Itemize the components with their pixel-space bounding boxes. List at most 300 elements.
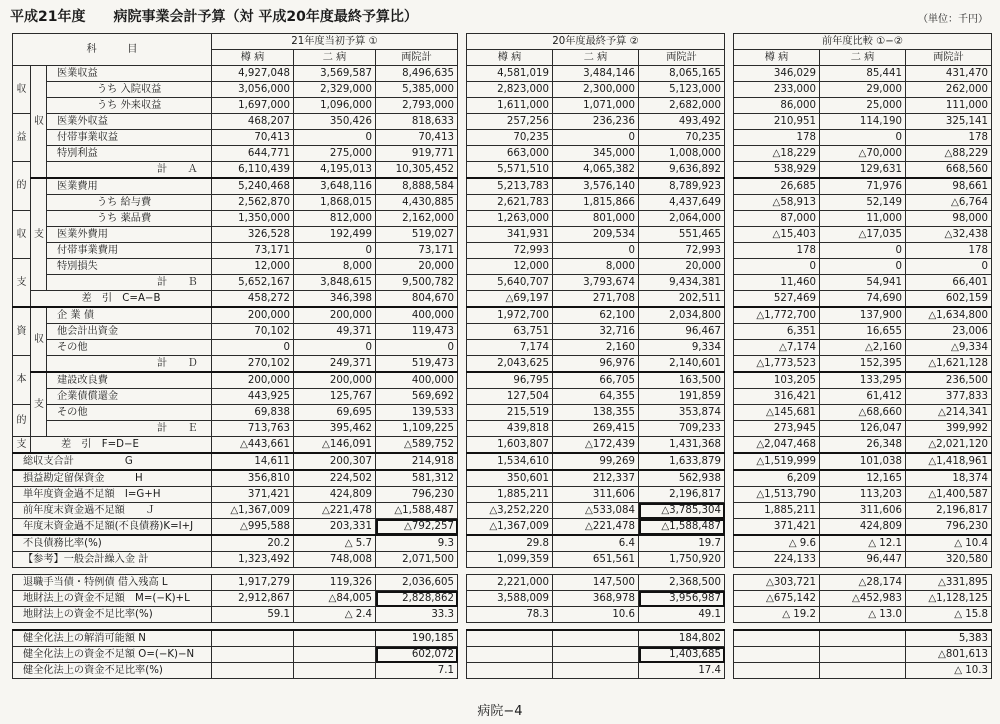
table-row (13, 356, 458, 373)
diff-cell: 224,133 (734, 552, 820, 568)
table-row (734, 130, 992, 146)
row-label: 前年度末資金過不足額 Ｊ (13, 503, 212, 519)
budget-cell: 346,398 (294, 291, 376, 308)
diff-cell: 12,165 (820, 470, 906, 487)
budget-cell: 443,925 (212, 389, 294, 405)
final-cell: 2,043,625 (467, 356, 553, 373)
final-cell: 66,705 (553, 372, 639, 389)
budget-cell: 200,000 (294, 372, 376, 389)
budget-cell: 371,421 (212, 487, 294, 503)
diff-cell: 0 (820, 130, 906, 146)
final-cell: 5,571,510 (467, 162, 553, 179)
budget-cell: 203,331 (294, 519, 376, 536)
spacer-row (734, 568, 992, 575)
diff-cell: 98,661 (906, 178, 992, 195)
row-label: 企業債償還金 (47, 389, 212, 405)
row-label: 計 Ｅ (47, 421, 212, 437)
budget-cell: 3,848,615 (294, 275, 376, 291)
final-cell: 663,000 (467, 146, 553, 162)
budget-cell: 2,828,862 (376, 591, 458, 607)
row-label: 医業外収益 (47, 114, 212, 130)
final-cell: 209,534 (553, 227, 639, 243)
budget-cell: 458,272 (212, 291, 294, 308)
budget-cell: 7.1 (376, 663, 458, 679)
budget-cell: △443,661 (212, 437, 294, 454)
final-cell: 202,511 (639, 291, 725, 308)
table-row (13, 98, 458, 114)
vertical-label-sub: 収 (31, 307, 47, 372)
row-label: 年度末資金過不足額(不良債務)K=I+J (13, 519, 212, 536)
table-row (13, 487, 458, 503)
final-cell: 127,504 (467, 389, 553, 405)
table-row (13, 421, 458, 437)
diff-cell: 796,230 (906, 519, 992, 536)
budget-cell: 468,207 (212, 114, 294, 130)
table-row (13, 591, 458, 607)
budget-cell: 919,771 (376, 146, 458, 162)
budget-cell: △146,091 (294, 437, 376, 454)
diff-cell: 133,295 (820, 372, 906, 389)
final-cell: 3,956,987 (639, 591, 725, 607)
final-cell: 8,000 (553, 259, 639, 275)
final-cell: 651,561 (553, 552, 639, 568)
diff-cell: △452,983 (820, 591, 906, 607)
final-cell: 311,606 (553, 487, 639, 503)
budget-cell: 2,562,870 (212, 195, 294, 211)
final-cell: 99,269 (553, 453, 639, 470)
table-row (734, 307, 992, 324)
final-cell: 2,140,601 (639, 356, 725, 373)
col-header-c2: 二 病 (820, 50, 906, 66)
spacer-cell (467, 568, 725, 575)
table-row (467, 356, 725, 373)
diff-cell: △2,021,120 (906, 437, 992, 454)
final-cell: 184,802 (639, 630, 725, 647)
diff-cell: 377,833 (906, 389, 992, 405)
budget-cell: 9.3 (376, 535, 458, 552)
diff-cell: 602,159 (906, 291, 992, 308)
table-row (467, 470, 725, 487)
budget-cell: 70,102 (212, 324, 294, 340)
row-label: 計 Ｄ (47, 356, 212, 373)
diff-cell: △68,660 (820, 405, 906, 421)
budget-cell: 49,371 (294, 324, 376, 340)
final-cell (467, 630, 553, 647)
final-cell: 96,467 (639, 324, 725, 340)
final-cell: 12,000 (467, 259, 553, 275)
diff-cell: △9,334 (906, 340, 992, 356)
table-row (734, 340, 992, 356)
table-row (13, 437, 458, 454)
diff-cell (734, 647, 820, 663)
budget-cell: 3,648,116 (294, 178, 376, 195)
final-cell: 49.1 (639, 607, 725, 623)
budget-cell: 214,918 (376, 453, 458, 470)
diff-cell: △675,142 (734, 591, 820, 607)
budget-cell: △792,257 (376, 519, 458, 536)
group-header-budget: 21年度当初予算 ① (212, 34, 458, 50)
diff-cell (820, 663, 906, 679)
budget-cell: 602,072 (376, 647, 458, 663)
budget-cell: 249,371 (294, 356, 376, 373)
table-row (13, 211, 458, 227)
budget-cell: △221,478 (294, 503, 376, 519)
col-header-c3: 両院計 (376, 50, 458, 66)
budget-cell: 818,633 (376, 114, 458, 130)
diff-cell: 152,395 (820, 356, 906, 373)
diff-cell: △1,128,125 (906, 591, 992, 607)
final-cell: 1,603,807 (467, 437, 553, 454)
budget-cell: 8,496,635 (376, 66, 458, 82)
diff-cell: 96,447 (820, 552, 906, 568)
final-cell: 1,099,359 (467, 552, 553, 568)
row-label: 建設改良費 (47, 372, 212, 389)
row-label: 退職手当債・特例債 借入残高 L (13, 575, 212, 591)
table-row (13, 663, 458, 679)
spacer-cell (467, 623, 725, 631)
final-cell: 215,519 (467, 405, 553, 421)
budget-cell: 2,912,867 (212, 591, 294, 607)
diff-cell: 0 (820, 259, 906, 275)
budget-cell: 5,652,167 (212, 275, 294, 291)
row-label: 付帯事業費用 (47, 243, 212, 259)
budget-cell: 224,502 (294, 470, 376, 487)
budget-cell: 1,350,000 (212, 211, 294, 227)
diff-cell: △1,773,523 (734, 356, 820, 373)
table-row (467, 195, 725, 211)
budget-cell: 12,000 (212, 259, 294, 275)
table-row (13, 227, 458, 243)
final-cell: 138,355 (553, 405, 639, 421)
diff-cell: 0 (906, 259, 992, 275)
diff-cell: 98,000 (906, 211, 992, 227)
final-cell: △3,785,304 (639, 503, 725, 519)
budget-cell: 190,185 (376, 630, 458, 647)
table-row (467, 130, 725, 146)
budget-cell: 812,000 (294, 211, 376, 227)
budget-cell: 3,569,587 (294, 66, 376, 82)
page-title: 平成21年度 病院事業会計予算（対 平成20年度最終予算比） (10, 9, 418, 25)
budget-cell: 4,430,885 (376, 195, 458, 211)
comparison-table (733, 33, 992, 679)
final-cell: 2,034,800 (639, 307, 725, 324)
final-cell: 1,815,866 (553, 195, 639, 211)
final-cell: 78.3 (467, 607, 553, 623)
budget-cell (294, 630, 376, 647)
diff-cell: 16,655 (820, 324, 906, 340)
budget-cell: 200,000 (212, 372, 294, 389)
final-cell: 70,235 (639, 130, 725, 146)
budget-cell: 4,195,013 (294, 162, 376, 179)
col-header-c2: 二 病 (294, 50, 376, 66)
vertical-label: 支 (13, 259, 31, 308)
table-row (13, 259, 458, 275)
table-row (734, 98, 992, 114)
budget-cell: 0 (294, 243, 376, 259)
diff-cell: △1,400,587 (906, 487, 992, 503)
diff-cell: △28,174 (820, 575, 906, 591)
table-row (13, 340, 458, 356)
budget-cell: 139,533 (376, 405, 458, 421)
row-label: 特別利益 (47, 146, 212, 162)
budget-cell: △1,367,009 (212, 503, 294, 519)
budget-cell: 1,109,225 (376, 421, 458, 437)
diff-cell: 66,401 (906, 275, 992, 291)
table-row (734, 227, 992, 243)
header-row-cols (467, 50, 725, 66)
budget-cell: 200,000 (212, 307, 294, 324)
final-cell: 4,065,382 (553, 162, 639, 179)
table-row (467, 340, 725, 356)
table-row (734, 591, 992, 607)
header-row-group (13, 34, 458, 50)
table-row (734, 663, 992, 679)
table-row (734, 630, 992, 647)
final-cell: 341,931 (467, 227, 553, 243)
budget-cell: 1,096,000 (294, 98, 376, 114)
diff-cell: 52,149 (820, 195, 906, 211)
table-row (13, 647, 458, 663)
spacer-row (734, 623, 992, 631)
budget-cell: 4,927,048 (212, 66, 294, 82)
diff-cell: 86,000 (734, 98, 820, 114)
row-label: 差 引 C=A−B (31, 291, 212, 308)
diff-cell: 316,421 (734, 389, 820, 405)
diff-cell (734, 630, 820, 647)
row-label: 特別損失 (47, 259, 212, 275)
group-header-final: 20年度最終予算 ② (467, 34, 725, 50)
diff-cell: 2,196,817 (906, 503, 992, 519)
budget-cell: 8,000 (294, 259, 376, 275)
final-cell: 1,534,610 (467, 453, 553, 470)
table-row (13, 470, 458, 487)
diff-cell: △ 10.4 (906, 535, 992, 552)
budget-cell: △995,588 (212, 519, 294, 536)
row-label: うち 薬品費 (47, 211, 212, 227)
diff-cell: 262,000 (906, 82, 992, 98)
vertical-label: 収 (13, 66, 31, 114)
budget-cell: 8,888,584 (376, 178, 458, 195)
diff-cell: 1,885,211 (734, 503, 820, 519)
table-row (467, 259, 725, 275)
diff-cell: 668,560 (906, 162, 992, 179)
final-cell: 4,437,649 (639, 195, 725, 211)
table-row (13, 630, 458, 647)
final-cell: △3,252,220 (467, 503, 553, 519)
final-cell: 1,431,368 (639, 437, 725, 454)
diff-cell: 178 (906, 243, 992, 259)
diff-cell: △ 15.8 (906, 607, 992, 623)
diff-cell: △1,772,700 (734, 307, 820, 324)
row-label: その他 (47, 340, 212, 356)
final-cell: 147,500 (553, 575, 639, 591)
budget-cell: 2,071,500 (376, 552, 458, 568)
final-cell: 271,708 (553, 291, 639, 308)
diff-cell: 87,000 (734, 211, 820, 227)
final-cell: 2,300,000 (553, 82, 639, 98)
diff-cell: △801,613 (906, 647, 992, 663)
vertical-label: 資 (13, 307, 31, 356)
diff-cell: 0 (734, 259, 820, 275)
diff-cell: 111,000 (906, 98, 992, 114)
table-row (734, 519, 992, 536)
row-label: うち 外来収益 (47, 98, 212, 114)
table-row (13, 82, 458, 98)
final-cell: 5,123,000 (639, 82, 725, 98)
table-row (467, 575, 725, 591)
diff-cell: △6,764 (906, 195, 992, 211)
row-label: 医業外費用 (47, 227, 212, 243)
diff-cell: 129,631 (820, 162, 906, 179)
table-row (734, 243, 992, 259)
budget-cell: △589,752 (376, 437, 458, 454)
table-row (467, 647, 725, 663)
final-cell: 3,588,009 (467, 591, 553, 607)
budget-cell: △1,588,487 (376, 503, 458, 519)
budget-cell: 73,171 (212, 243, 294, 259)
final-cell: 63,751 (467, 324, 553, 340)
row-label: その他 (47, 405, 212, 421)
budget-cell: 10,305,452 (376, 162, 458, 179)
table-row (467, 607, 725, 623)
budget-cell: 192,499 (294, 227, 376, 243)
diff-cell: 0 (820, 243, 906, 259)
budget-cell (294, 647, 376, 663)
diff-cell (734, 663, 820, 679)
diff-cell: 6,209 (734, 470, 820, 487)
table-row (734, 162, 992, 179)
table-row (734, 114, 992, 130)
table-row (734, 535, 992, 552)
vertical-label: 収 (13, 211, 31, 259)
final-cell: 17.4 (639, 663, 725, 679)
budget-cell: 519,027 (376, 227, 458, 243)
diff-cell: 178 (734, 130, 820, 146)
table-row (13, 453, 458, 470)
diff-cell (820, 647, 906, 663)
row-label: 【参考】一般会計繰入金 計 (13, 552, 212, 568)
table-row (734, 259, 992, 275)
budget-cell: 20.2 (212, 535, 294, 552)
table-row (734, 487, 992, 503)
table-row (13, 307, 458, 324)
final-cell: 62,100 (553, 307, 639, 324)
diff-cell: 26,348 (820, 437, 906, 454)
budget-cell: 644,771 (212, 146, 294, 162)
final-cell: 3,484,146 (553, 66, 639, 82)
final-cell: △1,367,009 (467, 519, 553, 536)
table-row (734, 324, 992, 340)
diff-cell: 11,000 (820, 211, 906, 227)
final-cell (467, 647, 553, 663)
diff-cell: 103,205 (734, 372, 820, 389)
diff-cell: △15,403 (734, 227, 820, 243)
final-cell: 257,256 (467, 114, 553, 130)
final-cell: 5,640,707 (467, 275, 553, 291)
row-label: 医業収益 (47, 66, 212, 82)
table-row (467, 178, 725, 195)
budget-cell: 400,000 (376, 372, 458, 389)
final-budget-table (466, 33, 725, 679)
budget-table (12, 33, 458, 679)
table-row (13, 114, 458, 130)
row-label: 健全化法上の資金不足額 O=(−K)−N (13, 647, 212, 663)
diff-cell: △1,634,800 (906, 307, 992, 324)
diff-cell: 273,945 (734, 421, 820, 437)
row-label: 健全化法上の資金不足比率(%) (13, 663, 212, 679)
budget-cell: 1,868,015 (294, 195, 376, 211)
table-row (734, 503, 992, 519)
final-cell: 9,334 (639, 340, 725, 356)
table-row (467, 82, 725, 98)
budget-cell (212, 647, 294, 663)
row-label: 企 業 債 (47, 307, 212, 324)
budget-cell: 395,462 (294, 421, 376, 437)
budget-cell: 2,162,000 (376, 211, 458, 227)
table-row (734, 356, 992, 373)
table-row (734, 453, 992, 470)
final-cell: △1,588,487 (639, 519, 725, 536)
final-cell: 493,492 (639, 114, 725, 130)
table-row (467, 98, 725, 114)
final-cell: 1,403,685 (639, 647, 725, 663)
final-cell: 1,611,000 (467, 98, 553, 114)
final-cell: 1,008,000 (639, 146, 725, 162)
budget-cell: △ 5.7 (294, 535, 376, 552)
diff-cell: 233,000 (734, 82, 820, 98)
table-row (13, 535, 458, 552)
diff-cell: △145,681 (734, 405, 820, 421)
table-row (734, 195, 992, 211)
diff-cell (820, 630, 906, 647)
budget-cell: 1,323,492 (212, 552, 294, 568)
final-cell: 1,263,000 (467, 211, 553, 227)
final-cell: 562,938 (639, 470, 725, 487)
table-row (734, 146, 992, 162)
col-header-c3: 両院計 (639, 50, 725, 66)
diff-cell: 371,421 (734, 519, 820, 536)
final-cell: 1,071,000 (553, 98, 639, 114)
final-cell: 0 (553, 130, 639, 146)
diff-cell: 178 (734, 243, 820, 259)
diff-cell: △303,721 (734, 575, 820, 591)
table-row (13, 162, 458, 179)
diff-cell: 101,038 (820, 453, 906, 470)
table-row (467, 421, 725, 437)
diff-cell: △331,895 (906, 575, 992, 591)
budget-cell: △ 2.4 (294, 607, 376, 623)
vertical-label: 支 (13, 437, 31, 454)
final-cell: 551,465 (639, 227, 725, 243)
final-cell: 7,174 (467, 340, 553, 356)
table-row (734, 275, 992, 291)
final-cell: 2,064,000 (639, 211, 725, 227)
budget-cell: 3,056,000 (212, 82, 294, 98)
vertical-label-sub: 収 (31, 66, 47, 179)
final-cell: 236,236 (553, 114, 639, 130)
final-cell: 353,874 (639, 405, 725, 421)
row-label: 地財法上の資金不足額 M=(−K)+L (13, 591, 212, 607)
diff-cell: 311,606 (820, 503, 906, 519)
table-row (467, 663, 725, 679)
col-header-c1: 樽 病 (467, 50, 553, 66)
diff-cell: 114,190 (820, 114, 906, 130)
row-label: 総収支合計 G (13, 453, 212, 470)
spacer-cell (734, 568, 992, 575)
table-row (13, 275, 458, 291)
final-cell: 9,636,892 (639, 162, 725, 179)
table-row (734, 372, 992, 389)
